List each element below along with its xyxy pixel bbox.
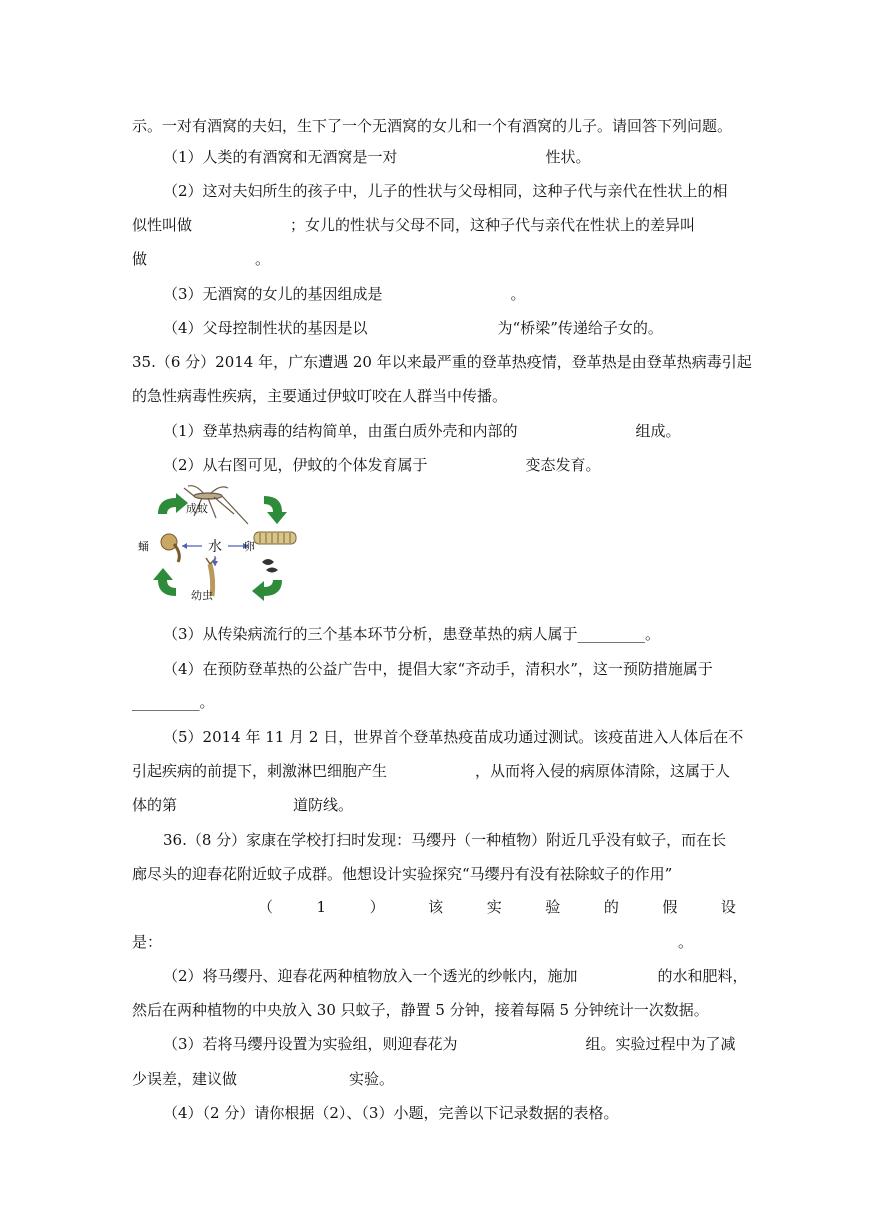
q35-part5-line2 [132,761,730,781]
q36-part3-line1 [163,1034,736,1054]
q34-part1-text: （1）人类的有酒窝和无酒窝是一对 [163,148,398,166]
q35-part2-tail: 变态发育。 [525,456,601,474]
q34-part2-line2 [132,215,695,235]
q35-part5-text-tail: ，从而将入侵的病原体清除，这属于人 [475,762,731,780]
q36-part1-period: 。 [678,933,694,951]
label-water: 水 [208,539,222,555]
arrow-pupa-to-adult [158,493,188,514]
arrow-adult-to-egg [264,496,287,524]
q36-stem-line2: 廊尽头的迎春花附近蚊子成群。他想设计实验探究“马缨丹有没有祛除蚊子的作用” [132,865,673,883]
q36-part2-line2: 然后在两种植物的中央放入 30 只蚊子，静置 5 分钟，接着每隔 5 分钟统计一次数据。 [132,1001,709,1019]
q36-part3-period: 实验。 [349,1070,395,1088]
q36-part1-label: 是： [132,933,163,951]
egg-raft-icon [254,532,296,544]
q36-part1-token: 1 [316,898,327,916]
arrow-larva-to-pupa [153,568,176,596]
label-egg: 卵 [244,540,255,553]
q35-stem-line2: 的急性病毒性疾病，主要通过伊蚊叮咬在人群当中传播。 [132,387,508,405]
q36-part1-line2 [132,932,693,952]
q36-part3-tail: 组。实验过程中为了减 [585,1035,736,1053]
q34-intro: 示。一对有酒窝的夫妇，生下了一个无酒窝的女儿和一个有酒窝的儿子。请回答下列问题。 [132,117,733,135]
q34-part1 [163,147,591,167]
q36-part1-token: 设 [720,898,736,916]
q35-part4-line1: （4）在预防登革热的公益广告中，提倡大家“齐动手，清积水”，这一预防措施属于 [163,660,713,678]
q35-part5-label: 体的第 [132,796,178,814]
q36-part1-token: （ [258,898,274,916]
q36-part2-line1 [163,966,748,986]
label-adult: 成蚊 [186,502,208,515]
pupa-icon [161,534,179,562]
q34-part2-period: 。 [255,250,271,268]
q36-part3-text: （3）若将马缨丹设置为实验组，则迎春花为 [163,1035,458,1053]
q35-part1-tail: 组成。 [635,422,681,440]
q35-part1 [163,421,681,441]
q35-part2 [163,455,601,475]
q35-part4-line2: _________。 [132,693,215,711]
q34-part4-tail: 为“桥梁”传递给子女的。 [497,319,663,337]
q35-part5-line3 [132,795,353,815]
mosquito-lifecycle-diagram [136,484,316,608]
q34-part3 [163,284,526,304]
q34-part2-similarity-label: 似性叫做 [132,216,193,234]
q36-part3-label: 少误差，建议做 [132,1070,238,1088]
q36-part2-text: （2）将马缨丹、迎春花两种植物放入一个透光的纱帐内，施加 [163,967,578,985]
q36-part2-tail: 的水和肥料， [657,967,748,985]
q36-part4: （4）（2 分）请你根据（2）、（3）小题，完善以下记录数据的表格。 [163,1104,619,1122]
small-larvae-icon [262,559,278,573]
q36-part1-token: 验 [545,898,561,916]
q34-part3-text: （3）无酒窝的女儿的基因组成是 [163,285,383,303]
q36-part1-line1 [258,897,736,917]
q36-part1-token: 的 [603,898,619,916]
q34-part2-line3 [132,249,270,269]
q35-part5-tail: 道防线。 [293,796,354,814]
q34-part4 [163,318,663,338]
label-pupa: 蛹 [138,540,149,553]
q36-part3-line2 [132,1069,394,1089]
q35-part2-text: （2）从右图可见，伊蚊的个体发育属于 [163,456,428,474]
q36-part1-token: 实 [486,898,502,916]
arrow-egg-to-larva [252,580,282,601]
q35-stem-line1: 35.（6 分）2014 年，广东遭遇 20 年以来最严重的登革热疫情，登革热是由登革热病毒引起 [132,353,752,371]
q34-part2-diff-text: ；女儿的性状与父母不同，这种子代与亲代在性状上的差异叫 [290,216,696,234]
q35-part3: （3）从传染病流行的三个基本环节分析，患登革热的病人属于_________。 [163,625,661,643]
q34-part3-period: 。 [510,285,526,303]
q34-part4-text: （4）父母控制性状的基因是以 [163,319,368,337]
q34-part2-diff-label: 做 [132,250,148,268]
q36-part1-token: 假 [662,898,678,916]
q35-part5-text: 引起疾病的前提下，刺激淋巴细胞产生 [132,762,388,780]
q35-part5-line1: （5）2014 年 11 月 2 日，世界首个登革热疫苗成功通过测试。该疫苗进入人体后在不 [163,728,744,746]
q36-stem-line1: 36.（8 分）家康在学校打扫时发现：马缨丹（一种植物）附近几乎没有蚊子，而在长 [163,831,727,849]
q36-part1-token: 该 [428,898,444,916]
q34-part1-tail: 性状。 [545,148,591,166]
q36-part1-token: ） [369,898,385,916]
label-larva: 幼虫 [191,589,213,602]
q35-part1-text: （1）登革热病毒的结构简单，由蛋白质外壳和内部的 [163,422,518,440]
q34-part2-line1: （2）这对夫妇所生的孩子中，儿子的性状与父母相同，这种子代与亲代在性状上的相 [163,182,728,200]
